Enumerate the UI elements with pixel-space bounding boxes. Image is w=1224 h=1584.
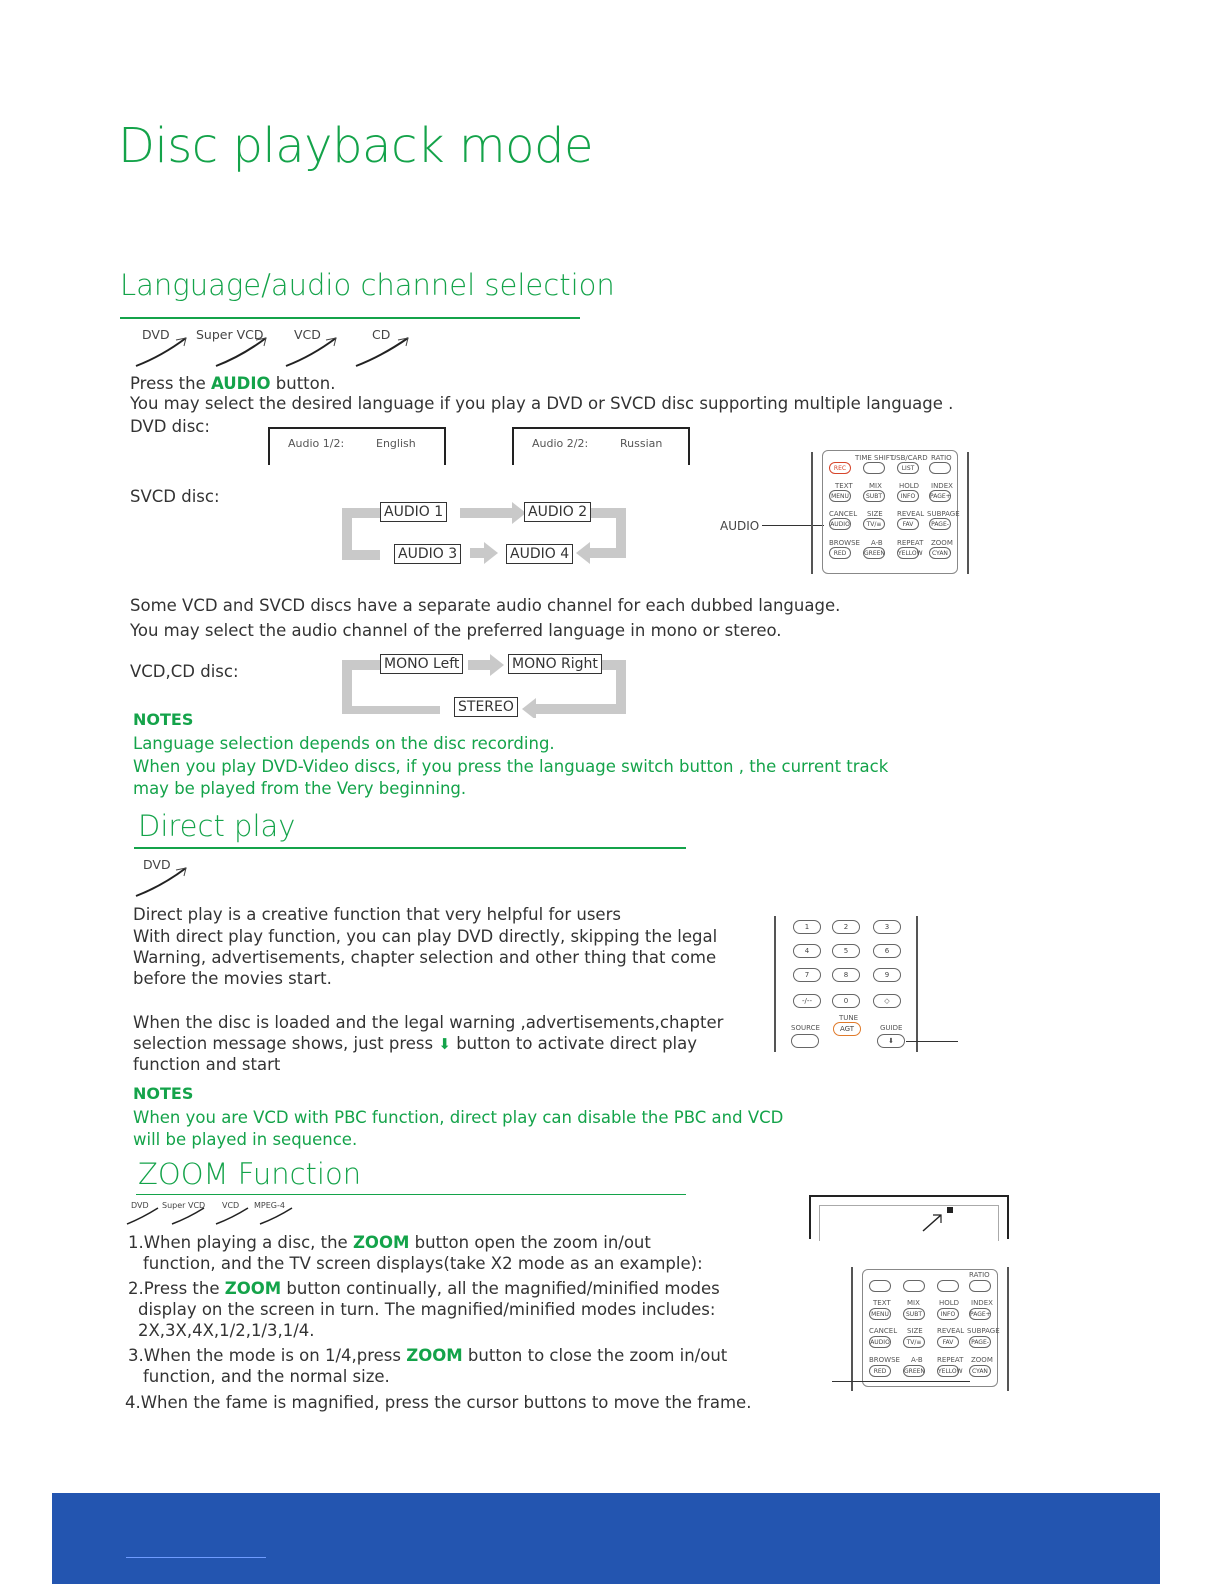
section-heading-zoom: ZOOM Function [138, 1157, 362, 1191]
screen-language: Russian [620, 437, 663, 450]
key-2[interactable]: 2 [832, 920, 860, 934]
remote-control-zoom [851, 1267, 1009, 1391]
direct-play-para2-line: function and start [133, 1055, 281, 1074]
svcd-audio-cycle [340, 496, 632, 566]
disc-label-svcd: Super VCD [162, 1201, 206, 1210]
para2-pre: selection message shows, just press [133, 1034, 439, 1053]
page-minus-button[interactable]: PAGE- [969, 1336, 991, 1348]
dvd-screen-english [268, 427, 446, 465]
footer-bar [52, 1493, 1160, 1584]
notes-heading-language: NOTES [133, 710, 194, 729]
svcd-box-audio-1: AUDIO 1 [380, 502, 447, 522]
green-button[interactable]: GREEN [903, 1365, 925, 1377]
disc-label-dvd: DVD [131, 1201, 149, 1210]
zoom-cyan-button[interactable]: CYAN [969, 1365, 991, 1377]
direct-play-para1-line: Direct play is a creative function that very helpful for users [133, 905, 621, 924]
tune-label: TUNE [839, 1014, 859, 1022]
disc-label-vcd: VCD [222, 1201, 240, 1210]
svcd-box-audio-4: AUDIO 4 [506, 544, 573, 564]
guide-direct-play-button[interactable] [877, 1034, 905, 1048]
remote-label: REVEAL [897, 510, 925, 518]
green-button[interactable]: GREEN [863, 547, 885, 559]
audio-key-label: AUDIO [211, 374, 271, 393]
step-text: 1.When playing a disc, the [128, 1233, 353, 1252]
remote-button[interactable] [869, 1280, 891, 1292]
section-heading-direct-play: Direct play [138, 809, 296, 843]
step-text: button to close the zoom in/out [462, 1346, 728, 1365]
zoom-key-label: ZOOM [224, 1279, 282, 1298]
step-text: 3.When the mode is on 1/4,press [128, 1346, 407, 1365]
guide-label: GUIDE [880, 1024, 903, 1032]
screen-track: Audio 2/2: [532, 437, 589, 450]
direct-play-para2-line: When the disc is loaded and the legal warning ,advertisements,chapter [133, 1013, 724, 1032]
section-heading-language: Language/audio channel selection [120, 268, 615, 302]
remote-label: REPEAT [937, 1356, 964, 1364]
press-suffix: button. [270, 374, 336, 393]
key-recall[interactable]: ◇ [873, 994, 901, 1008]
language-line: You may select the desired language if you play a DVD or SVCD disc supporting multiple language . [130, 394, 954, 413]
disc-label-svcd: Super VCD [196, 327, 264, 342]
step-text: button continually, all the magnified/minified modes [281, 1279, 720, 1298]
info-button[interactable]: INFO [897, 490, 919, 502]
zoom-arrow-icon [919, 1205, 959, 1235]
fav-button[interactable]: FAV [937, 1336, 959, 1348]
remote-label: A-B [911, 1356, 923, 1364]
agt-button[interactable]: AGT [833, 1022, 861, 1036]
disc-icon-dvd [132, 856, 202, 900]
remote-label: REVEAL [937, 1327, 965, 1335]
rec-button[interactable]: REC [829, 462, 851, 474]
audio-button[interactable]: AUDIO [829, 518, 851, 530]
menu-button[interactable]: MENU [829, 490, 851, 502]
audio-button[interactable]: AUDIO [869, 1336, 891, 1348]
disc-label-dvd: DVD [143, 857, 171, 872]
page-minus-button[interactable]: PAGE- [929, 518, 951, 530]
note-line: Language selection depends on the disc recording. [133, 734, 555, 753]
yellow-button[interactable]: YELLOW [937, 1365, 959, 1377]
section-rule [134, 847, 686, 849]
remote-label: INDEX [931, 482, 953, 490]
remote-label: RATIO [969, 1271, 990, 1279]
remote-label: CANCEL [829, 510, 858, 518]
zoom-step-3-cont: function, and the normal size. [143, 1367, 390, 1386]
zoom-step-1 [128, 1232, 651, 1253]
remote-label: HOLD [899, 482, 920, 490]
menu-button[interactable]: MENU [869, 1308, 891, 1320]
direct-play-para1-line: before the movies start. [133, 969, 332, 988]
key-1[interactable]: 1 [793, 920, 821, 934]
remote-label: BROWSE [829, 539, 860, 547]
remote-label: MIX [869, 482, 882, 490]
remote-label: CANCEL [869, 1327, 898, 1335]
remote-label: REPEAT [897, 539, 924, 547]
zoom-pointer-line [832, 1381, 970, 1382]
vcd-cd-disc-label: VCD,CD disc: [130, 662, 239, 681]
section-rule [136, 1194, 686, 1195]
zoom-tv-inner [819, 1205, 999, 1241]
vcd-box-stereo: STEREO [454, 697, 518, 717]
dvd-screen-russian [512, 427, 690, 465]
key-6[interactable]: 6 [873, 944, 901, 958]
svcd-disc-label: SVCD disc: [130, 487, 220, 506]
ratio-button[interactable] [929, 462, 951, 474]
zoom-key-label: ZOOM [406, 1346, 463, 1365]
page-title: Disc playback mode [118, 118, 594, 174]
direct-play-para2-line [133, 1033, 697, 1055]
remote-label: MIX [907, 1299, 920, 1307]
footer-link-underline[interactable] [126, 1557, 266, 1558]
remote-button[interactable] [937, 1280, 959, 1292]
list-button[interactable]: LIST [897, 462, 919, 474]
disc-icons-row-zoom [124, 1200, 304, 1228]
para2-post: button to activate direct play [450, 1034, 698, 1053]
remote-label: SIZE [867, 510, 883, 518]
remote-label: BROWSE [869, 1356, 900, 1364]
remote-label: RATIO [931, 454, 952, 462]
key-7[interactable]: 7 [793, 968, 821, 982]
step-text: button open the zoom in/out [409, 1233, 651, 1252]
note-line: may be played from the Very beginning. [133, 779, 467, 798]
note-line: will be played in sequence. [133, 1130, 358, 1149]
note-line: When you play DVD-Video discs, if you press the language switch button , the current track [133, 757, 889, 776]
press-prefix: Press the [130, 374, 211, 393]
zoom-key-label: ZOOM [352, 1233, 410, 1252]
remote-label: INDEX [971, 1299, 993, 1307]
remote-control-top [811, 452, 969, 574]
time-shift-button[interactable] [863, 462, 885, 474]
svcd-box-audio-2: AUDIO 2 [524, 502, 591, 522]
step-text: 2.Press the [128, 1279, 225, 1298]
info-button[interactable]: INFO [937, 1308, 959, 1320]
red-button[interactable]: RED [829, 547, 851, 559]
vcd-box-mono-left: MONO Left [380, 654, 463, 674]
source-button[interactable] [791, 1034, 819, 1048]
disc-label-mpeg4: MPEG-4 [254, 1201, 285, 1210]
fav-button[interactable]: FAV [897, 518, 919, 530]
direct-pointer-line [906, 1041, 958, 1042]
audio-pointer-label: AUDIO [720, 519, 760, 533]
disc-label-vcd: VCD [294, 327, 321, 342]
mono-stereo-line: You may select the audio channel of the preferred language in mono or stereo. [130, 621, 782, 640]
section-rule [120, 317, 580, 319]
svcd-box-audio-3: AUDIO 3 [394, 544, 461, 564]
disc-label-cd: CD [372, 327, 391, 342]
zoom-tv-screen [809, 1195, 1009, 1239]
remote-label: TIME SHIFT [855, 454, 894, 462]
disc-icons-row [132, 326, 432, 370]
key-0[interactable]: 0 [832, 994, 860, 1008]
direct-play-icon: ⬇ [888, 1037, 894, 1045]
page-plus-button[interactable]: PAGE+ [969, 1308, 991, 1320]
tv-button[interactable]: TV/≡ [863, 518, 885, 530]
remote-label: TEXT [835, 482, 853, 490]
remote-label: TEXT [873, 1299, 891, 1307]
direct-play-para1-line: With direct play function, you can play DVD directly, skipping the legal [133, 927, 718, 946]
remote-label: HOLD [939, 1299, 960, 1307]
remote-label: USB/CARD [891, 454, 928, 462]
remote-label: ZOOM [971, 1356, 993, 1364]
disc-label-dvd: DVD [142, 327, 170, 342]
direct-play-icon: ⬇ [438, 1035, 451, 1053]
page-plus-button[interactable]: PAGE+ [929, 490, 951, 502]
ratio-button[interactable] [969, 1280, 991, 1292]
subt-button[interactable]: SUBT [863, 490, 885, 502]
press-audio-line [130, 373, 335, 394]
vcd-box-mono-right: MONO Right [508, 654, 602, 674]
notes-heading-direct: NOTES [133, 1084, 194, 1103]
remote-label: A-B [871, 539, 883, 547]
zoom-step-2-modes: 2X,3X,4X,1/2,1/3,1/4. [138, 1321, 315, 1340]
vcd-audio-cycle [340, 652, 632, 718]
tv-button[interactable]: TV/≡ [903, 1336, 925, 1348]
red-button[interactable]: RED [869, 1365, 891, 1377]
source-label: SOURCE [791, 1024, 820, 1032]
zoom-step-1-cont: function, and the TV screen displays(take X2 mode as an example): [143, 1254, 703, 1273]
subt-button[interactable]: SUBT [903, 1308, 925, 1320]
cyan-button[interactable]: CYAN [929, 547, 951, 559]
direct-play-para1-line: Warning, advertisements, chapter selection and other thing that come [133, 948, 717, 967]
remote-label: SUBPAGE [967, 1327, 1000, 1335]
remote-label: SUBPAGE [927, 510, 960, 518]
zoom-step-4: 4.When the fame is magnified, press the cursor buttons to move the frame. [125, 1393, 752, 1412]
screen-track: Audio 1/2: [288, 437, 345, 450]
key-4[interactable]: 4 [793, 944, 821, 958]
key-9[interactable]: 9 [873, 968, 901, 982]
zoom-step-2-cont: display on the screen in turn. The magnified/minified modes includes: [138, 1300, 716, 1319]
remote-label: ZOOM [931, 539, 953, 547]
zoom-step-2 [128, 1278, 720, 1299]
key-8[interactable]: 8 [832, 968, 860, 982]
zoom-step-3 [128, 1345, 727, 1366]
key-dash[interactable]: -/-- [793, 994, 821, 1008]
yellow-button[interactable]: YELLOW [897, 547, 919, 559]
dvd-disc-label: DVD disc: [130, 417, 210, 436]
screen-language: English [376, 437, 416, 450]
note-line: When you are VCD with PBC function, direct play can disable the PBC and VCD [133, 1108, 784, 1127]
remote-label: SIZE [907, 1327, 923, 1335]
vcd-svcd-line: Some VCD and SVCD discs have a separate audio channel for each dubbed language. [130, 596, 841, 615]
key-5[interactable]: 5 [832, 944, 860, 958]
remote-button[interactable] [903, 1280, 925, 1292]
remote-control-numpad [774, 916, 918, 1052]
key-3[interactable]: 3 [873, 920, 901, 934]
